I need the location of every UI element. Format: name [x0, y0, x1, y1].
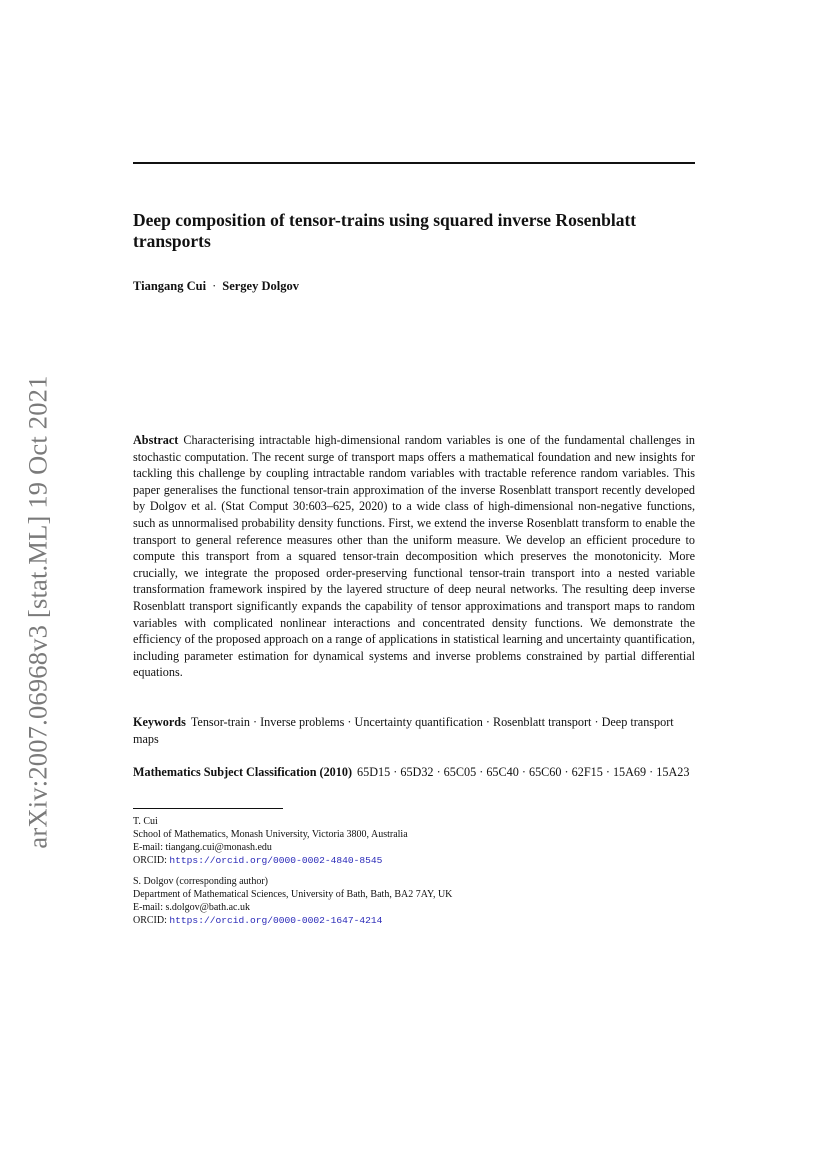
orcid-label: ORCID: — [133, 855, 167, 866]
affiliation-orcid — [133, 914, 693, 927]
affiliation-dept: Department of Mathematical Sciences, University of Bath, Bath, BA2 7AY, UK — [133, 889, 453, 900]
affiliation-dept: School of Mathematics, Monash University, Victoria 3800, Australia — [133, 829, 408, 840]
author-name: Tiangang Cui — [133, 279, 207, 293]
abstract-text: Characterising intractable high-dimensional random variables is one of the fundamental challenges in stochastic computation. The recent surge of transport maps offers a mathematical foundation and new insights for tackling this challenge by coupling intractable random variables with tractable reference random variables. This paper generalises the functional tensor-train approximation of the inverse Rosenblatt transport recently developed by Dolgov et al. (Stat Comput 30:603–625, 2020) to a wide class of high-dimensional non-negative functions, such as unnormalised probability density functions. First, we extend the inverse Rosenblatt transform to enable the transport to general reference measures other than the uniform measure. We develop an efficient procedure to compute this transport from a squared tensor-train decomposition which preserves the monotonicity. More crucially, we integrate the proposed order-preserving functional tensor-train transport into a nested variable transformation framework inspired by the layered structure of deep neural networks. The resulting deep inverse Rosenblatt transport significantly expands the capability of tensor approximations and transport maps to random variables with complicated nonlinear interactions and concentrated density functions. We demonstrate the efficiency of the proposed approach on a range of applications in statistical learning and uncertainty quantification, including parameter estimation for dynamical systems and inverse problems constrained by partial differential equations. — [133, 433, 695, 680]
orcid-link[interactable]: https://orcid.org/0000-0002-4840-8545 — [169, 855, 383, 866]
footnote-rule — [133, 808, 283, 809]
keywords-label: Keywords — [133, 715, 186, 729]
affiliation-name: T. Cui — [133, 816, 158, 827]
affiliation-email: E-mail: tiangang.cui@monash.edu — [133, 842, 272, 853]
author-name: Sergey Dolgov — [222, 279, 299, 293]
paper-title: Deep composition of tensor-trains using squared inverse Rosenblatt transports — [133, 210, 637, 251]
keywords-text: Tensor-train · Inverse problems · Uncertainty quantification · Rosenblatt transport · Deep transport maps — [133, 715, 674, 746]
keywords — [133, 714, 695, 747]
title-rule — [133, 162, 695, 164]
msc-classification — [133, 764, 695, 781]
affiliation-name: S. Dolgov (corresponding author) — [133, 876, 268, 887]
msc-label: Mathematics Subject Classification (2010) — [133, 765, 353, 779]
abstract — [133, 432, 695, 681]
arxiv-stamp: arXiv:2007.06968v3 [stat.ML] 19 Oct 2021 — [22, 375, 53, 849]
author-list — [133, 278, 299, 294]
orcid-link[interactable]: https://orcid.org/0000-0002-1647-4214 — [169, 915, 383, 926]
affiliation-orcid — [133, 854, 693, 867]
abstract-label: Abstract — [133, 433, 179, 447]
affiliation-email: E-mail: s.dolgov@bath.ac.uk — [133, 902, 250, 913]
msc-text: 65D15 · 65D32 · 65C05 · 65C40 · 65C60 · 62F15 · 15A69 · 15A23 — [357, 765, 690, 779]
orcid-label: ORCID: — [133, 915, 167, 926]
author-separator: · — [212, 279, 217, 293]
affiliation-dolgov — [133, 875, 693, 927]
affiliation-cui — [133, 815, 693, 867]
